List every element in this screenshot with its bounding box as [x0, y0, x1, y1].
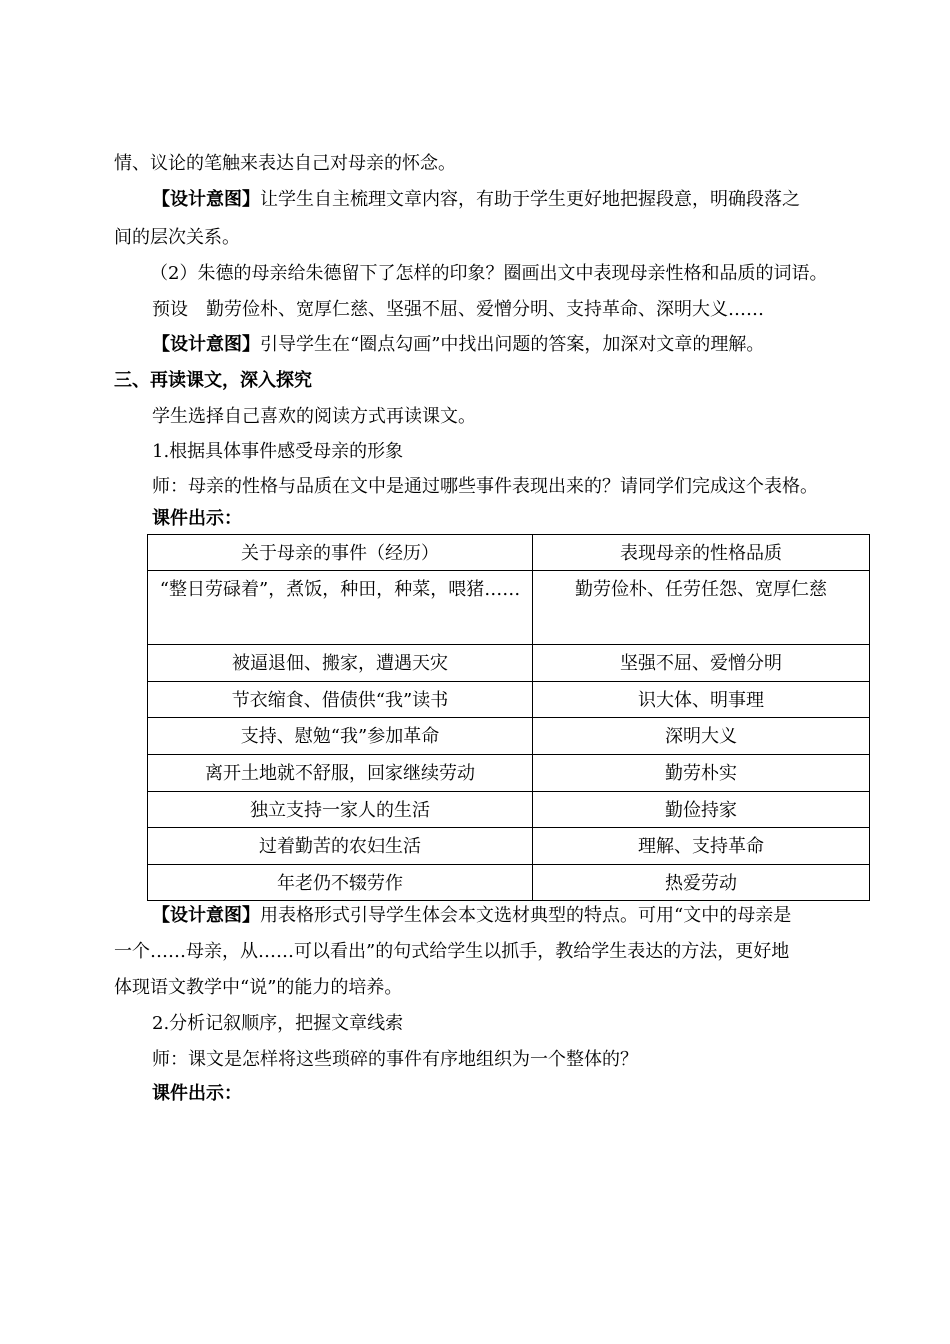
design-intent-label: 【设计意图】: [152, 905, 260, 926]
table-row: [148, 682, 870, 718]
table-cell-event: 离开土地就不舒服，回家继续劳动: [148, 755, 533, 792]
design-intent-3-cont2: 体现语文教学中“说”的能力的培养。: [114, 977, 403, 998]
question-2: （2）朱德的母亲给朱德留下了怎样的印象？圈画出文中表现母亲性格和品质的词语。: [150, 263, 828, 284]
table-row: [148, 718, 870, 755]
table-row: [148, 792, 870, 828]
courseware-label-1: 课件出示：: [152, 508, 242, 529]
design-intent-1: [152, 188, 800, 212]
design-intent-label: 【设计意图】: [152, 189, 260, 210]
design-intent-1-cont: 间的层次关系。: [114, 227, 240, 248]
section-3-item-1: 1.根据具体事件感受母亲的形象: [152, 441, 404, 462]
section-heading-3: 三、再读课文，深入探究: [114, 370, 312, 391]
design-intent-label: 【设计意图】: [152, 334, 260, 355]
table-row: [148, 755, 870, 792]
design-intent-3: [152, 904, 791, 928]
table-cell-quality: 理解、支持革命: [533, 828, 870, 865]
table-cell-event: 被逼退佃、搬家，遭遇天灾: [148, 645, 533, 682]
teacher-prompt-2: 师：课文是怎样将这些琐碎的事件有序地组织为一个整体的？: [152, 1049, 638, 1070]
para-ending: 情、议论的笔触来表达自己对母亲的怀念。: [114, 153, 456, 174]
table-row: [148, 645, 870, 682]
design-intent-text: 用表格形式引导学生体会本文选材典型的特点。可用“文中的母亲是: [260, 905, 792, 926]
table-row: [148, 865, 870, 901]
table-cell-quality: 识大体、明事理: [533, 682, 870, 718]
table-cell-event: 支持、慰勉“我”参加革命: [148, 718, 533, 755]
preset-answer: 预设 勤劳俭朴、宽厚仁慈、坚强不屈、爱憎分明、支持革命、深明大义……: [152, 299, 764, 320]
table-cell-quality: 勤劳朴实: [533, 755, 870, 792]
teacher-prompt-1: 师：母亲的性格与品质在文中是通过哪些事件表现出来的？请同学们完成这个表格。: [152, 476, 818, 497]
table-cell-quality: 坚强不屈、爱憎分明: [533, 645, 870, 682]
table-cell-event: 独立支持一家人的生活: [148, 792, 533, 828]
design-intent-text: 引导学生在“圈点勾画”中找出问题的答案，加深对文章的理解。: [260, 334, 765, 355]
table-cell-event: “整日劳碌着”，煮饭，种田，种菜，喂猪……: [148, 571, 533, 645]
table-cell-quality: 勤劳俭朴、任劳任怨、宽厚仁慈: [533, 571, 870, 645]
table-cell-quality: 热爱劳动: [533, 865, 870, 901]
table-cell-event: 过着勤苦的农妇生活: [148, 828, 533, 865]
table-cell-event: 年老仍不辍劳作: [148, 865, 533, 901]
table-row: [148, 571, 870, 645]
table-cell-quality: 勤俭持家: [533, 792, 870, 828]
table-cell-quality: 深明大义: [533, 718, 870, 755]
design-intent-3-cont1: 一个……母亲，从……可以看出”的句式给学生以抓手，教给学生表达的方法，更好地: [114, 941, 790, 962]
table-header-qualities: 表现母亲的性格品质: [533, 535, 870, 571]
table-row: [148, 828, 870, 865]
design-intent-2: [152, 333, 764, 357]
section-3-item-2: 2.分析记叙顺序，把握文章线索: [152, 1013, 404, 1034]
design-intent-text: 让学生自主梳理文章内容，有助于学生更好地把握段意，明确段落之: [260, 189, 800, 210]
table-header-row: [148, 535, 870, 571]
section-3-intro: 学生选择自己喜欢的阅读方式再读课文。: [152, 406, 476, 427]
table-header-events: 关于母亲的事件（经历）: [148, 535, 533, 571]
mother-events-table: [147, 534, 870, 901]
table-cell-event: 节衣缩食、借债供“我”读书: [148, 682, 533, 718]
courseware-label-2: 课件出示：: [152, 1083, 242, 1104]
